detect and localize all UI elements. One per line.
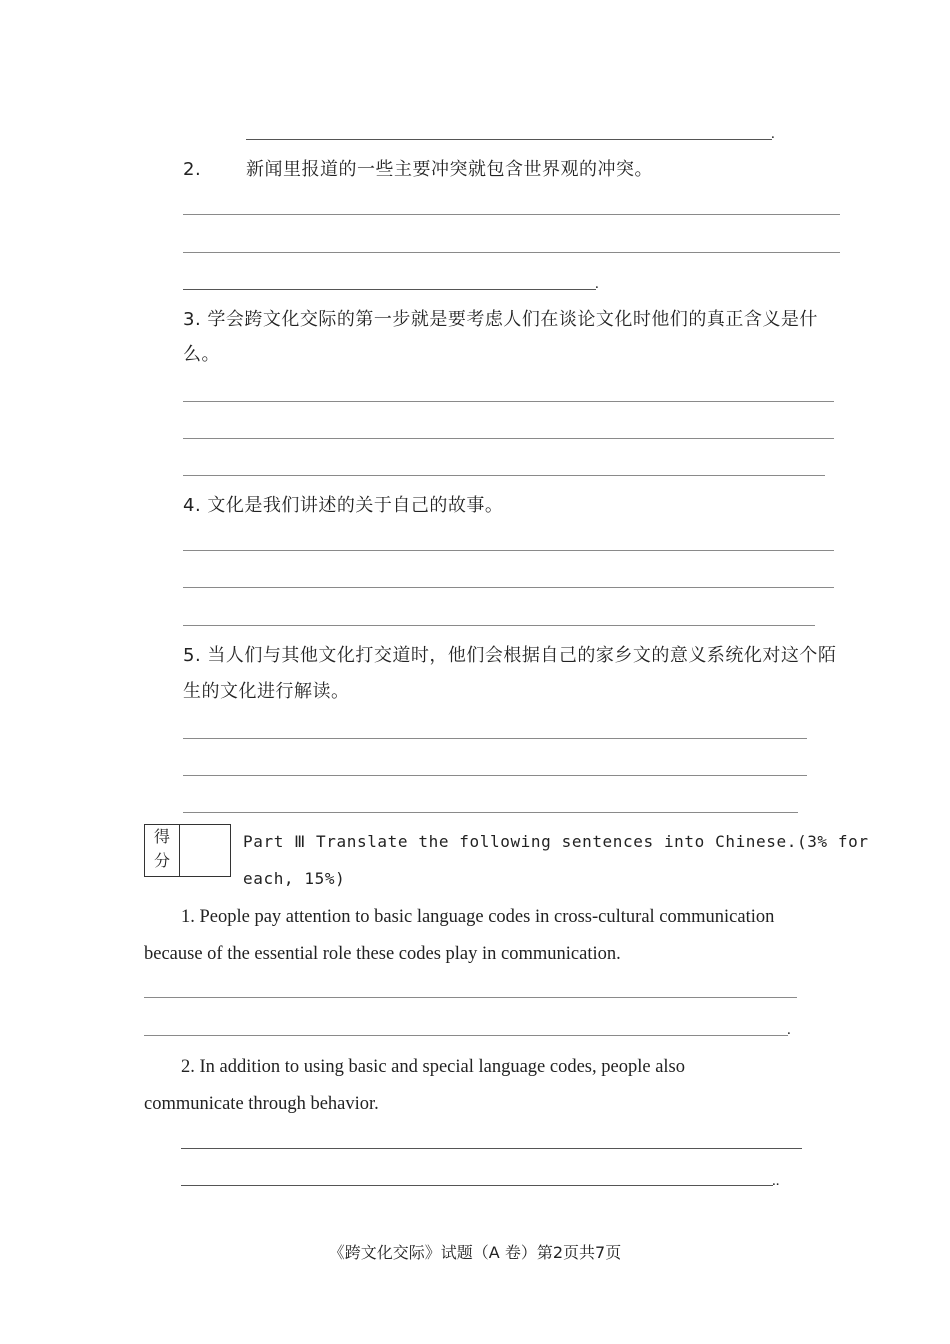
score-label: 得 分	[145, 825, 180, 876]
question-2-number: 2.	[183, 159, 202, 180]
part3-question-2-line1: 2. In addition to using basic and special language codes, people also	[181, 1057, 685, 1077]
answer-line	[144, 997, 797, 998]
answer-line	[183, 587, 834, 588]
double-period-mark: ..	[772, 1173, 780, 1189]
answer-line	[183, 214, 840, 215]
page-footer: 《跨文化交际》试题（A 卷）第2页共7页	[328, 1243, 622, 1262]
part3-question-1-line1: 1. People pay attention to basic language codes in cross-cultural communication	[181, 907, 775, 927]
answer-line	[183, 289, 596, 290]
answer-line	[181, 1185, 773, 1186]
answer-line	[183, 438, 834, 439]
answer-line	[183, 475, 825, 476]
answer-line	[181, 1148, 802, 1149]
answer-line	[144, 1035, 788, 1036]
question-5-line1: 5. 当人们与其他文化打交道时，他们会根据自己的家乡文的意义系统化对这个陌	[183, 645, 837, 666]
question-3-line1: 3. 学会跨文化交际的第一步就是要考虑人们在谈论文化时他们的真正含义是什	[183, 309, 818, 330]
question-3-line2: 么。	[183, 344, 220, 365]
period-mark: .	[595, 276, 599, 292]
period-mark: .	[787, 1022, 791, 1038]
period-mark: .	[771, 126, 775, 142]
answer-line	[246, 139, 772, 140]
answer-line	[183, 738, 807, 739]
part3-instruction-line1: Part Ⅲ Translate the following sentences into Chinese.(3% for	[243, 832, 869, 851]
question-5-line2: 生的文化进行解读。	[183, 681, 350, 702]
part3-question-2-line2: communicate through behavior.	[144, 1094, 379, 1114]
question-2-text: 新闻里报道的一些主要冲突就包含世界观的冲突。	[246, 159, 653, 180]
part3-instruction-line2: each, 15%)	[243, 869, 346, 888]
answer-line	[183, 625, 815, 626]
answer-line	[183, 252, 840, 253]
answer-line	[183, 550, 834, 551]
answer-line	[183, 812, 798, 813]
question-4-text: 4. 文化是我们讲述的关于自己的故事。	[183, 495, 504, 516]
score-box	[144, 824, 231, 877]
answer-line	[183, 401, 834, 402]
score-input-cell[interactable]	[180, 825, 230, 876]
part3-question-1-line2: because of the essential role these codes play in communication.	[144, 944, 621, 964]
answer-line	[183, 775, 807, 776]
